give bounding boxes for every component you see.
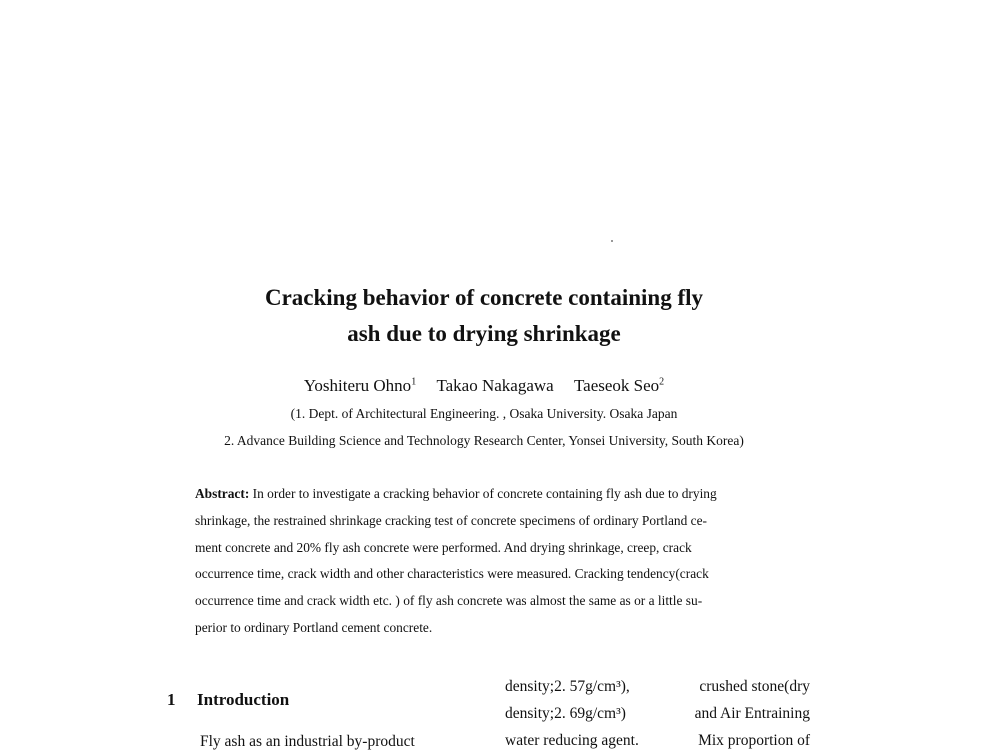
- author-2: Takao Nakagawa: [436, 376, 554, 395]
- abstract: [195, 481, 785, 642]
- right-column-line: density;2. 69g/cm³) and Air Entraining: [505, 705, 810, 722]
- affiliation-1: (1. Dept. of Architectural Engineering. , Osaka University. Osaka Japan: [290, 406, 678, 421]
- scan-speck: [611, 240, 613, 242]
- abstract-line: Abstract: In order to investigate a cracking behavior of concrete containing fly ash due to drying: [195, 486, 717, 501]
- title-line-2: ash due to drying shrinkage: [347, 321, 621, 346]
- paper-title: [0, 280, 968, 352]
- abstract-line: occurrence time, crack width and other characteristics were measured. Cracking tendency(crack: [195, 566, 709, 582]
- affiliation-2: 2. Advance Building Science and Technology Research Center, Yonsei University, South Korea): [224, 433, 744, 448]
- author-1: Yoshiteru Ohno$^1$: [303, 376, 417, 395]
- abstract-line: occurrence time and crack width etc. ) of fly ash concrete was almost the same as or a little su-: [195, 593, 703, 609]
- section-heading: Introduction: [197, 690, 290, 709]
- abstract-label: Abstract:: [195, 486, 250, 501]
- abstract-line: ment concrete and 20% fly ash concrete were performed. And drying shrinkage, creep, crack: [195, 539, 692, 555]
- left-column-text: Fly ash as an industrial by-product: [200, 733, 415, 750]
- title-line-1: Cracking behavior of concrete containing fly: [264, 285, 704, 310]
- abstract-line: perior to ordinary Portland cement concrete.: [195, 619, 433, 635]
- right-column-line: density;2. 57g/cm³), crushed stone(dry: [505, 678, 810, 695]
- author-list: [0, 376, 968, 396]
- author-3: Taeseok Seo$^2$: [573, 376, 665, 395]
- abstract-line: shrinkage, the restrained shrinkage cracking test of concrete specimens of ordinary Portland ce-: [195, 512, 707, 528]
- section-number: 1: [167, 690, 176, 709]
- right-column-line: water reducing agent. Mix proportion of: [505, 732, 810, 749]
